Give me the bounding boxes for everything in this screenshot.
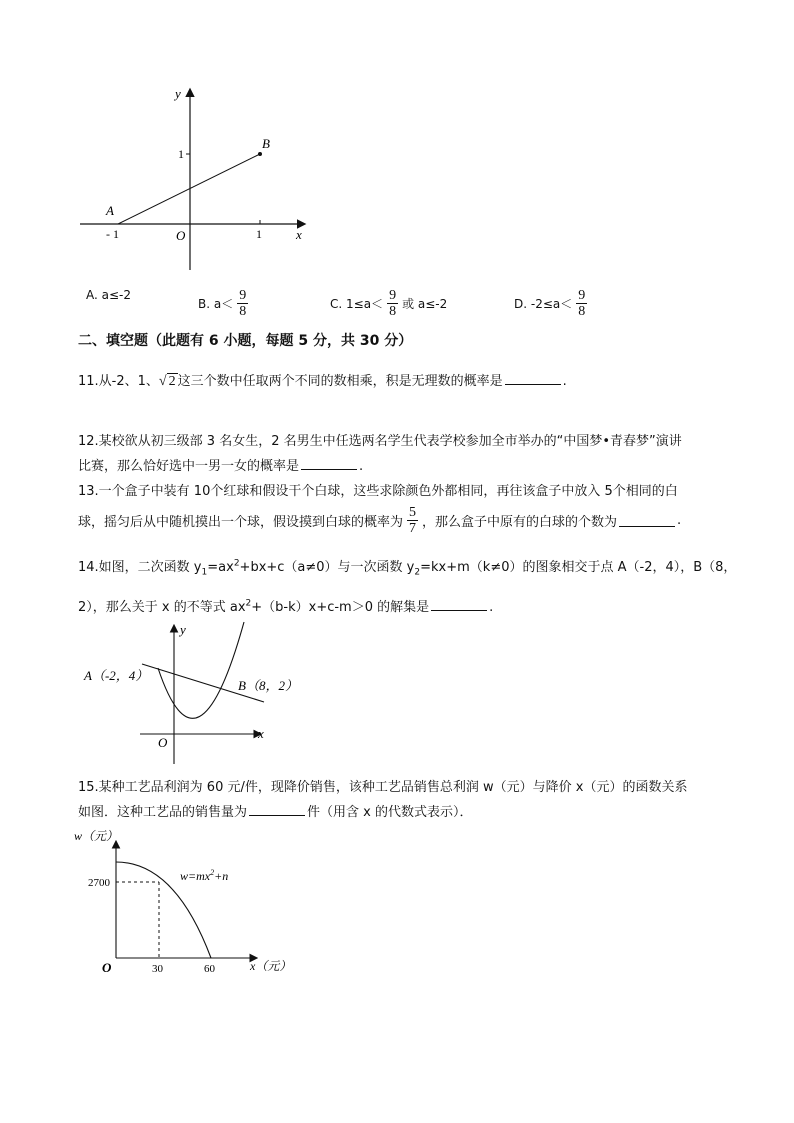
y-tick-label: 1 [178,147,184,161]
question-14-line-2: 2），那么关于 x 的不等式 $ax^2+(b-k)x+c-m>0$ 的解集是 . [78,598,494,615]
y-axis-label: w（元） [74,829,119,843]
point-a-label: A（-2，4） [84,668,149,683]
option-a: A. a≤-2 [86,288,131,302]
point-b-label: B（8，2） [238,678,298,693]
segment-ab [118,154,260,224]
parabola-curve [158,622,244,718]
question-12-line-1: 12.某校欲从初三级部 3 名女生，2 名男生中任选两名学生代表学校参加全市举办的“中国梦•青春梦”演讲 [78,434,682,449]
section-title: 二、填空题（此题有 6 小题，每题 5 分，共 30 分） [78,333,413,349]
y-tick-label: 2700 [88,877,110,889]
x-axis-label: x [258,726,264,741]
question-15-line-2: 如图．这种工艺品的销售量为 件（用含 x 的代数式表示）． [78,805,473,820]
question-14-line-1: 14.如图，二次函数 $y_1=ax^2+bx+c(a\ne 0)$与一次函数 $y_2=kx+m(k\ne 0)$的图象相交于点 A（-2，4），B（8， [78,558,737,578]
formula-label: $w=mx^2+n$ [180,868,229,883]
answer-blank-13[interactable] [619,514,675,527]
question-12-line-2: 比赛，那么恰好选中一男一女的概率是 . [78,459,364,474]
x-axis-label: x [296,227,302,242]
question-15-line-1: 15.某种工艺品利润为 60 元/件，现降价销售，该种工艺品销售总利润 w（元）与降价 x（元）的函数关系 [78,780,688,795]
point-b-dot [258,152,262,156]
x-tick-neg-label: - 1 [106,227,119,241]
x-axis-label: x（元） [250,959,292,973]
answer-blank-11[interactable] [505,372,561,385]
x-tick-pos-label: 1 [256,227,262,241]
graph-segment-ab [78,84,318,274]
answer-blank-12[interactable] [301,457,357,470]
answer-blank-14[interactable] [431,598,487,611]
y-axis-label: y [180,622,186,637]
option-b: B. a＜ $\frac{9}{8}$ [198,288,247,319]
origin-label: O [102,960,112,975]
origin-label: O [176,228,186,243]
option-c: C. 1≤a＜ $\frac{9}{8}$ 或 a≤-2 [330,288,448,319]
graph-parabola-line [78,618,308,768]
point-b-label: B [262,136,270,151]
point-a-label: A [106,203,114,218]
origin-label: O [158,735,168,750]
question-11: 11.从-2、1、√ 2 这三个数中任取两个不同的数相乘，积是无理数的概率是 . [78,374,567,389]
answer-blank-15[interactable] [249,803,305,816]
question-13-line-2: 球，摇匀后从中随机摸出一个球，假设摸到白球的概率为 $\frac{5}{7}$ ，那么盒子中原有的白球的个数为 . [78,505,682,536]
x-tick-60-label: 60 [204,963,215,975]
question-13-line-1: 13.一个盒子中装有 10个红球和假设干个白球，这些求除颜色外都相同，再往该盒子中放入 5个相同的白 [78,484,678,499]
y-axis-label: y [175,86,181,101]
option-d: D. -2≤a＜ $\frac{9}{8}$ [514,288,586,319]
x-tick-30-label: 30 [152,963,163,975]
graph-profit-function [72,822,302,982]
sqrt-symbol: √ 2 [158,374,176,389]
